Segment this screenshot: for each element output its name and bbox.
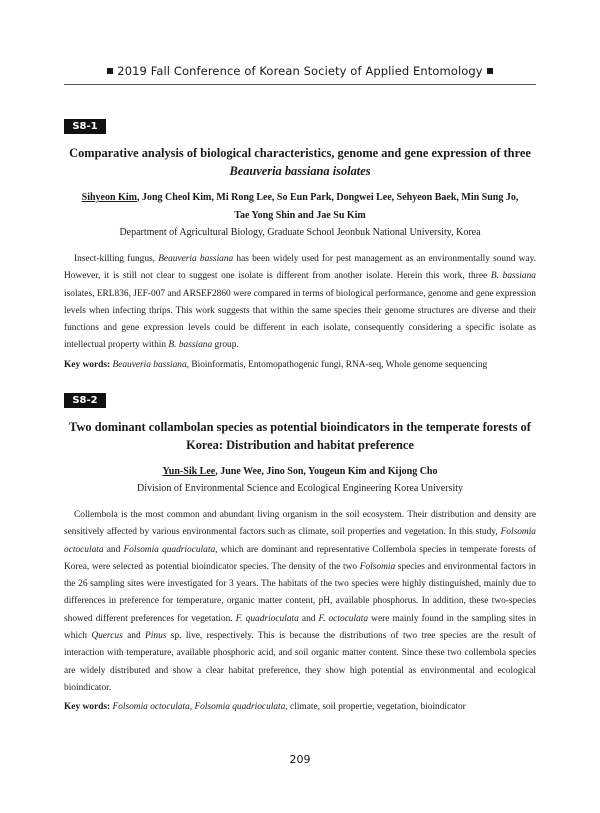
author-list: Sihyeon Kim, Jong Cheol Kim, Mi Rong Lee, So Eun Park, Dongwei Lee, Sehyeon Baek, Min Sung Jo, Tae Yong Shin and Jae Su Kim [81,192,519,221]
square-bullet-icon [107,68,113,74]
keywords: Key words: Beauveria bassiana, Bioinformatis, Entomopathogenic fungi, RNA-seq, Whole genome sequencing [64,359,488,370]
affiliation: Division of Environmental Science and Ecological Engineering Korea University [136,483,463,494]
presenting-author: Yun-Sik Lee [162,466,216,477]
abstract-body: Insect-killing fungus, Beauveria bassiana has been widely used for pest management as an environmentally sound way. However, it is still not clear to suggest one isolate is different from another isolate. Herein this work, three B. bassiana isolates, ERL836, JEF-007 and ARSEF2860 were compared in terms of biological performance, genome and gene expression levels when infecting thrips. This work suggests that within the same species their genome structures are diverse and their functions and gene expression levels could be different in each isolate, consequently considering a specific isolate as intellectual property within B. bassiana group. [64,254,536,351]
paper-title: Comparative analysis of biological characteristics, genome and gene expression of three Beauveria bassiana isolates [69,146,531,178]
running-header [64,64,536,78]
abstract-section-s8-1 [64,116,536,372]
square-bullet-icon [487,68,493,74]
author-list: Yun-Sik Lee, June Wee, Jino Son, Yougeun Kim and Kijong Cho [162,466,438,477]
header-divider [64,84,536,85]
page-number: 209 [289,753,311,766]
session-tag: S8-1 [64,119,106,134]
abstract-body: Collembola is the most common and abundant living organism in the soil ecosystem. Their distribution and density are sensitively affected by various environmental factors such as climate, soil properties and vegetation. In this study, Folsomia octoculata and Folsomia quadrioculata, which are dominant and representative Collembola species in temperate forests of Korea, were selected as potential bioindicator species. The density of the two Folsomia species and environmental factors in the 26 sampling sites were investigated for 3 years. The habitats of the two species were highly distinguished, mainly due to differences in preference for temperature, organic matter content, pH, available phosphorus. In addition, these two-species showed different preferences for vegetation. F. quadrioculata and F. octoculata were mainly found in the sampling sites in which Quercus and Pinus sp. live, respectively. This is because the distributions of two tree species are the result of interaction with temperature, available phosphoric acid, and soil organic matter content. Since these two collembola species are widely distributed and show a clear habitat preference, they show high potential as environmental and ecological bioindicator. [64,510,537,693]
session-tag: S8-2 [64,393,106,408]
paper-title: Two dominant collambolan species as potential bioindicators in the temperate forests of Korea: Distribution and habitat preference [69,420,531,452]
affiliation: Department of Agricultural Biology, Graduate School Jeonbuk National University, Korea [119,227,481,238]
conference-title: 2019 Fall Conference of Korean Society of Applied Entomology [117,64,483,78]
abstract-section-s8-2 [64,390,536,714]
keywords: Key words: Folsomia octoculata, Folsomia quadrioculata, climate, soil propertie, vegetation, bioindicator [64,702,466,713]
presenting-author: Sihyeon Kim [81,192,137,203]
